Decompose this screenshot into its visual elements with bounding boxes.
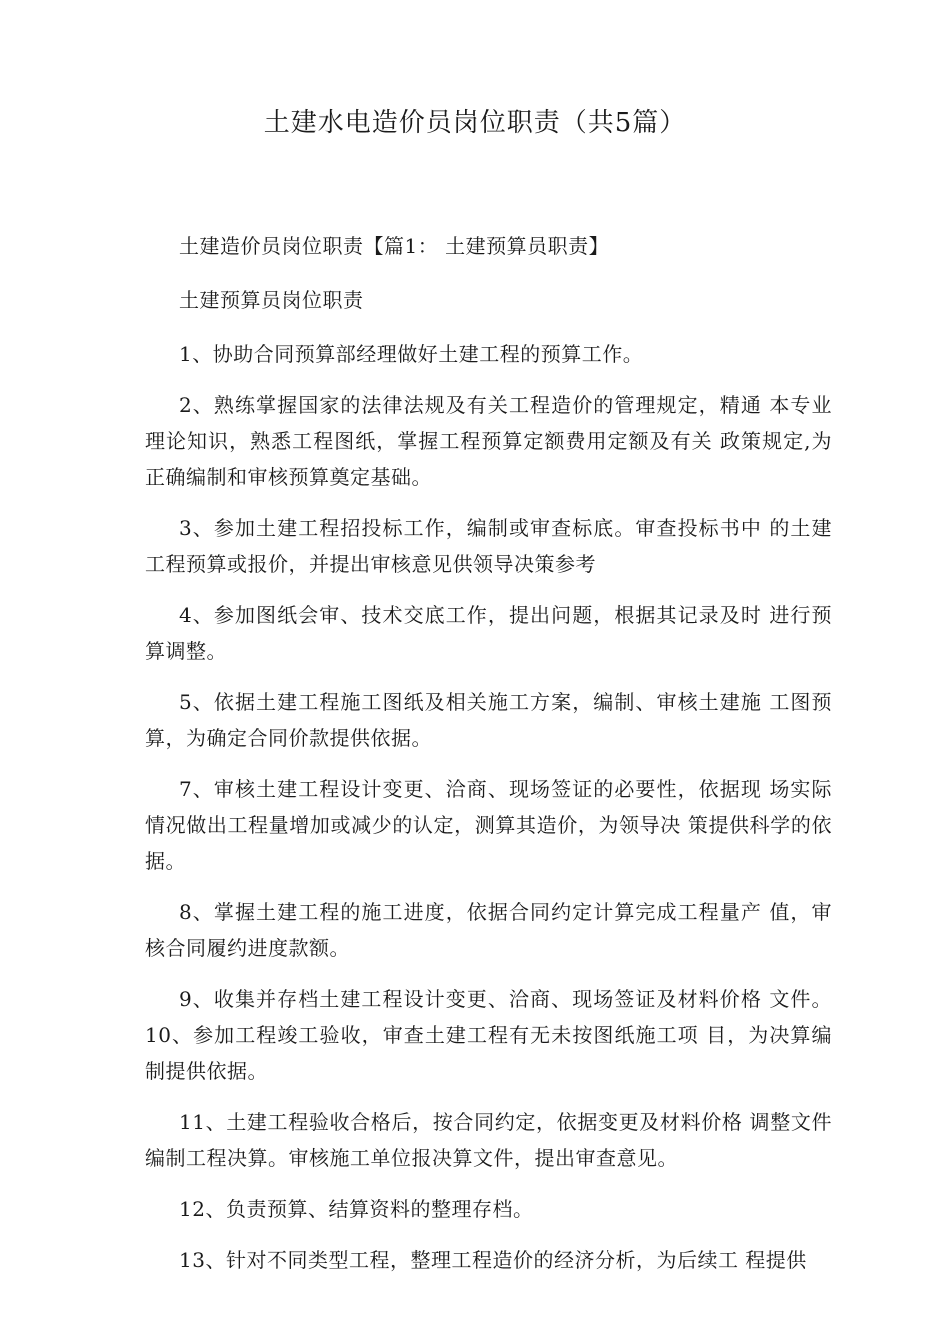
paragraph: 8、掌握土建工程的施工进度，依据合同约定计算完成工程量产 值，审核合同履约进度款额。: [145, 900, 832, 960]
document-title: 土建水电造价员岗位职责（共5篇）: [263, 108, 687, 138]
subheading: 土建预算员岗位职责: [179, 288, 364, 312]
paragraph: 1、协助合同预算部经理做好土建工程的预算工作。: [179, 342, 644, 366]
paragraph: 5、依据土建工程施工图纸及相关施工方案，编制、审核土建施 工图预算，为确定合同价款提供依据。: [145, 690, 832, 750]
paragraph: 12、负责预算、结算资料的整理存档。: [179, 1197, 534, 1221]
paragraph: 4、参加图纸会审、技术交底工作，提出问题，根据其记录及时 进行预算调整。: [145, 603, 832, 663]
paragraph: 7、审核土建工程设计变更、洽商、现场签证的必要性，依据现 场实际情况做出工程量增加或减少的认定，测算其造价，为领导决 策提供科学的依据。: [145, 777, 832, 873]
paragraph: 11、土建工程验收合格后，按合同约定，依据变更及材料价格 调整文件编制工程决算。审核施工单位报决算文件，提出审查意见。: [145, 1110, 832, 1170]
section-heading: 土建造价员岗位职责【篇1： 土建预算员职责】: [179, 234, 610, 258]
document-body: [145, 228, 832, 1293]
paragraph: 2、熟练掌握国家的法律法规及有关工程造价的管理规定，精通 本专业理论知识，熟悉工程图纸，掌握工程预算定额费用定额及有关 政策规定,为正确编制和审核预算奠定基础。: [145, 393, 832, 489]
paragraph: 13、针对不同类型工程，整理工程造价的经济分析，为后续工 程提供: [179, 1248, 807, 1272]
paragraph: 3、参加土建工程招投标工作，编制或审查标底。审查投标书中 的土建工程预算或报价，并提出审核意见供领导决策参考: [145, 516, 832, 576]
paragraph: 9、收集并存档土建工程设计变更、洽商、现场签证及材料价格 文件。10、参加工程竣工验收，审查土建工程有无未按图纸施工项 目，为决算编制提供依据。: [145, 987, 832, 1083]
